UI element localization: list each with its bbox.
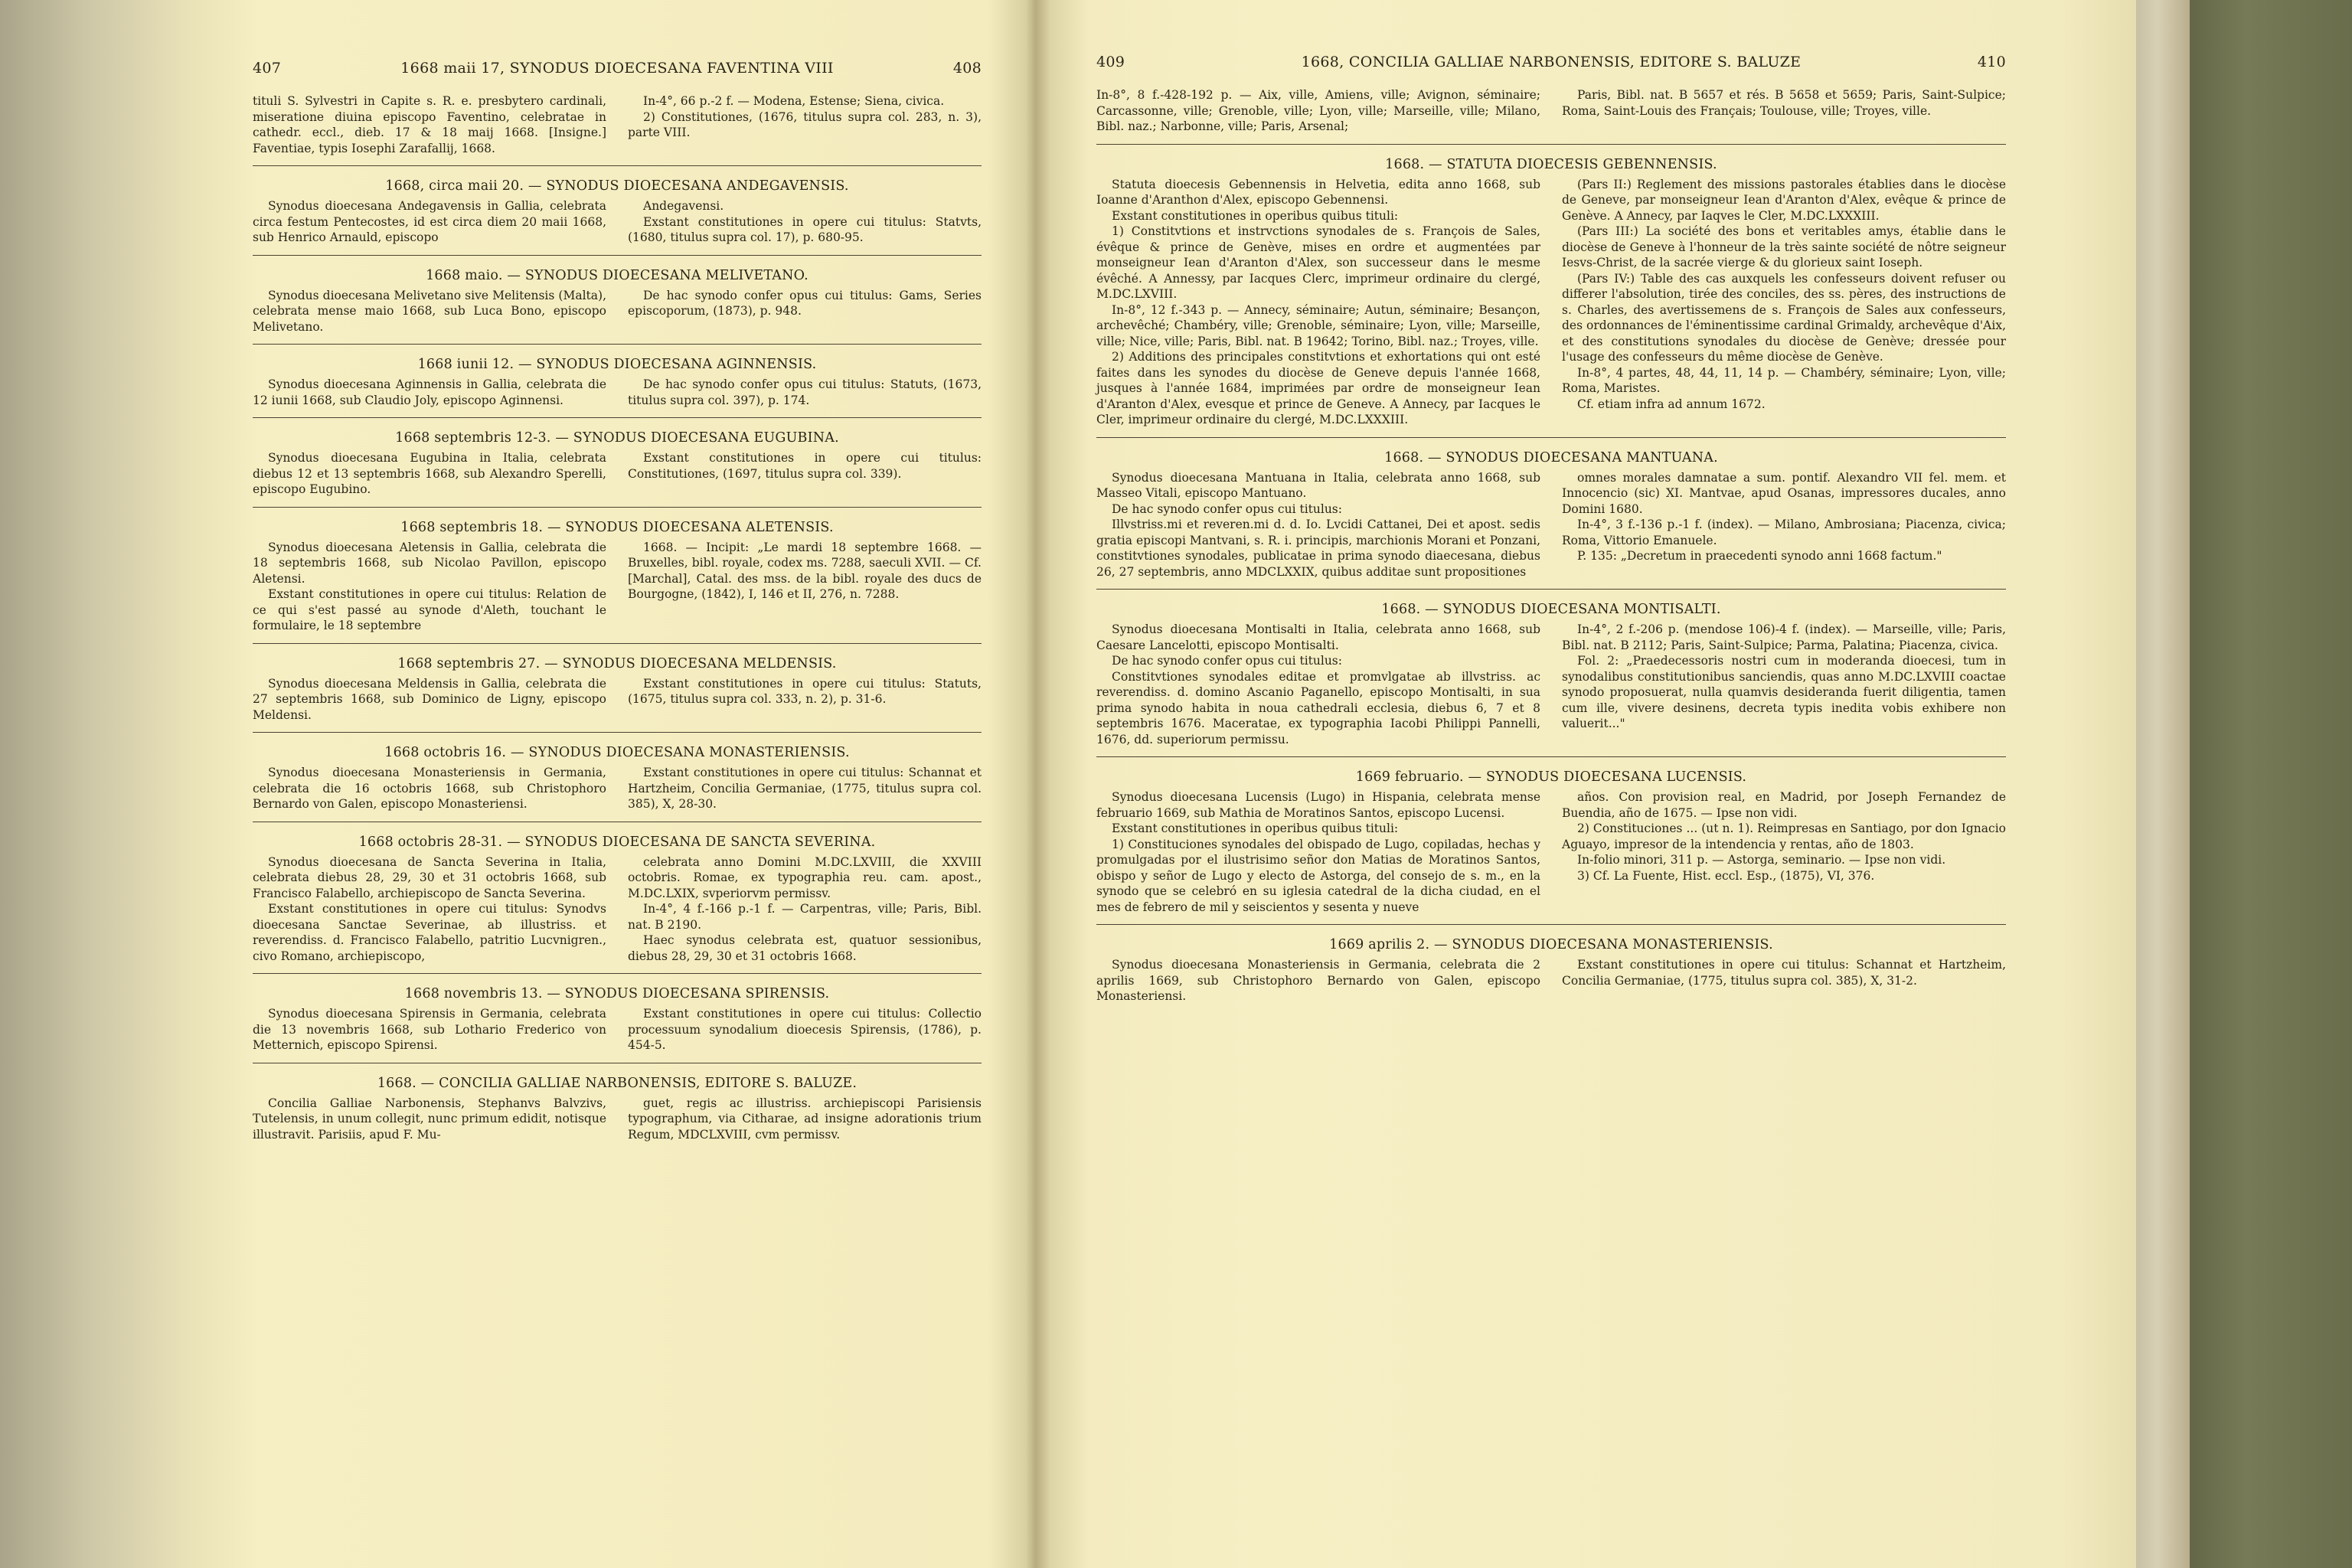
entry-column-right: [628, 854, 982, 965]
entry-columns: [1096, 177, 2006, 428]
entry-title: 1669 februario. — SYNODUS DIOECESANA LUCENSIS.: [1355, 769, 1747, 785]
entry-column-left: [253, 450, 606, 498]
entry-title: 1668 octobris 16. — SYNODUS DIOECESANA MONASTERIENSIS.: [384, 745, 850, 760]
entry-paragraph: Statuta dioecesis Gebennensis in Helvetia, edita anno 1668, sub Ioanne d'Aranthon d'Alex, episcopo Gebennensi.: [1096, 177, 1540, 207]
left-page: [0, 0, 1035, 1568]
entry-column-right: [628, 540, 982, 634]
entry-paragraph: In-4°, 66 p.-2 f. — Modena, Estense; Siena, civica.: [643, 94, 945, 108]
entry-title: 1669 aprilis 2. — SYNODUS DIOECESANA MONASTERIENSIS.: [1329, 937, 1773, 952]
section-divider: [253, 732, 982, 733]
entry-paragraph: De hac synodo confer opus cui titulus:: [1112, 501, 1342, 516]
entry-paragraph: 1) Constituciones synodales del obispado de Lugo, copiladas, hechas y promulgadas por el ilustrisimo señor don Matias de Moratinos Santos, obispo y señor de Lugo y electo de Astorga, del consejo de s. m., en la synodo que se celebró en su iglesia catedral de la dicha ciudad, en el mes de febrero de mil y seiscientos y sesenta y nueve: [1096, 837, 1540, 914]
entry-paragraph: celebrata anno Domini M.DC.LXVIII, die XXVIII octobris. Romae, ex typographia reu. cam. apost., M.DC.LXIX, svperiorvm permissv.: [628, 854, 982, 900]
bibliography-entry: [1096, 769, 2006, 925]
entry-column-right: [628, 198, 982, 246]
entry-paragraph: P. 135: „Decretum in praecedenti synodo anni 1668 factum.": [1577, 549, 1942, 563]
entry-column-left: [1096, 87, 1540, 135]
entry-paragraph: Synodus dioecesana Eugubina in Italia, celebrata diebus 12 et 13 septembris 1668, sub Alexandro Sperelli, episcopo Eugubino.: [253, 451, 606, 496]
entry-paragraph: Exstant constitutiones in opere cui titulus: Statuts, (1675, titulus supra col. 333, n. 2), p. 31-6.: [628, 676, 982, 706]
entry-title: 1668, circa maii 20. — SYNODUS DIOECESANA ANDEGAVENSIS.: [385, 178, 849, 194]
entry-paragraph: 2) Constitutiones, (1676, titulus supra col. 283, n. 3), parte VIII.: [628, 109, 982, 139]
entry-paragraph: Synodus dioecesana Monasteriensis in Germania, celebrata die 2 aprilis 1669, sub Christophoro Bernardo von Galen, episcopo Monasteriensi.: [1096, 958, 1540, 1003]
entry-paragraph: Exstant constitutiones in opere cui titulus: Schannat et Hartzheim, Concilia Germaniae, (1775, titulus supra col. 385), X, 31-2.: [1562, 958, 2006, 988]
entry-column-right: [628, 1096, 982, 1143]
section-divider: [253, 344, 982, 345]
entry-paragraph: Cf. etiam infra ad annum 1672.: [1577, 397, 1766, 411]
bibliography-entry: [253, 835, 982, 975]
entry-column-left: [1096, 957, 1540, 1004]
entry-paragraph: omnes morales damnatae a sum. pontif. Alexandro VII fel. mem. et Innocencio (sic) XI. Mantvae, apud Osanas, impressores ducales, anno Domini 1680.: [1562, 470, 2006, 516]
entry-paragraph: Synodus dioecesana Aginnensis in Gallia, celebrata die 12 iunii 1668, sub Claudio Joly, episcopo Aginnensi.: [253, 377, 606, 407]
entry-paragraph: tituli S. Sylvestri in Capite s. R. e. presbytero cardinali, miseratione diuina episcopo Faventino, celebratae in cathedr. eccl., dieb. 17 & 18 maij 1668. [Insigne.] Faventiae, typis Iosephi Zarafallij, 1668.: [253, 94, 606, 155]
bibliography-entry: [253, 986, 982, 1063]
entry-columns: [253, 450, 982, 498]
entry-column-left: [253, 676, 606, 724]
bibliography-entry: [1096, 937, 2006, 1004]
entry-column-right: [1562, 622, 2006, 747]
entry-paragraph: In-4°, 2 f.-206 p. (mendose 106)-4 f. (index). — Marseille, ville; Paris, Bibl. nat. B 2112; Paris, Saint-Sulpice; Parma, Palatina; Piacenza, civica.: [1562, 622, 2006, 652]
entry-paragraph: 3) Cf. La Fuente, Hist. eccl. Esp., (1875), VI, 376.: [1577, 868, 1875, 883]
section-divider: [253, 973, 982, 974]
entry-column-right: [628, 676, 982, 724]
right-page-header: [1096, 54, 2006, 70]
entry-paragraph: Andegavensi.: [643, 199, 724, 213]
entry-title: 1668 novembris 13. — SYNODUS DIOECESANA SPIRENSIS.: [404, 986, 830, 1001]
bibliography-entry: [253, 93, 982, 166]
bibliography-entry: [253, 430, 982, 508]
entry-column-right: [628, 765, 982, 812]
entry-paragraph: De hac synodo confer opus cui titulus: Gams, Series episcoporum, (1873), p. 948.: [628, 288, 982, 318]
entry-columns: [1096, 470, 2006, 580]
entry-paragraph: In-4°, 3 f.-136 p.-1 f. (index). — Milano, Ambrosiana; Piacenza, civica; Roma, Vittorio Emanuele.: [1562, 518, 2006, 547]
entry-column-left: [253, 1006, 606, 1054]
section-divider: [253, 643, 982, 644]
entry-paragraph: Synodus dioecesana Meldensis in Gallia, celebrata die 27 septembris 1668, sub Dominico de Ligny, episcopo Meldensi.: [253, 676, 606, 722]
entry-paragraph: guet, regis ac illustriss. archiepiscopi Parisiensis typographum, via Citharae, ad insigne adorationis trium Regum, MDCLXVIII, cvm permissv.: [628, 1096, 982, 1142]
entry-columns: [253, 288, 982, 335]
section-divider: [1096, 144, 2006, 145]
entry-column-right: [1562, 957, 2006, 1004]
entry-columns: [1096, 789, 2006, 915]
entry-title: 1668. — CONCILIA GALLIAE NARBONENSIS, EDITORE S. BALUZE.: [377, 1075, 858, 1091]
section-divider: [1096, 589, 2006, 590]
entry-paragraph: Paris, Bibl. nat. B 5657 et rés. B 5658 et 5659; Paris, Saint-Sulpice; Roma, Saint-Louis des Français; Toulouse, ville; Troyes, ville.: [1562, 88, 2006, 118]
entry-paragraph: (Pars III:) La société des bons et veritables amys, établie dans le diocèse de Geneve à l'honneur de la très sainte société de nôtre seigneur Iesvs-Christ, de la sacrée vierge & du glorieux saint Ioseph.: [1562, 224, 2006, 270]
entry-column-left: [253, 198, 606, 246]
entry-columns: [1096, 87, 2006, 135]
entry-paragraph: De hac synodo confer opus cui titulus:: [1112, 654, 1342, 668]
running-title: 1668 maii 17, SYNODUS DIOECESANA FAVENTINA VIII: [400, 60, 834, 77]
entry-title: 1668. — SYNODUS DIOECESANA MANTUANA.: [1384, 449, 1718, 466]
bibliography-entry: [1096, 450, 2006, 590]
entry-paragraph: años. Con provision real, en Madrid, por Joseph Fernandez de Buendia, año de 1675. — Ipse non vidi.: [1562, 790, 2006, 820]
entry-paragraph: Exstant constitutiones in opere cui titulus: Constitutiones, (1697, titulus supra col. 339).: [628, 451, 982, 481]
entry-paragraph: In-8°, 8 f.-428-192 p. — Aix, ville, Amiens, ville; Avignon, séminaire; Carcassonne, ville; Grenoble, ville; Lyon, ville; Marseille, ville; Milano, Bibl. naz.; Narbonne, ville; Paris, Arsenal;: [1096, 88, 1540, 133]
entry-title: 1668 iunii 12. — SYNODUS DIOECESANA AGINNENSIS.: [417, 357, 817, 372]
entry-paragraph: (Pars II:) Reglement des missions pastorales établies dans le diocèse de Geneve, par monseigneur Iean d'Aranton d'Alex, evêque & prince de Genève. A Annecy, par Iaqves le Cler, M.DC.LXXXIII.: [1562, 177, 2006, 223]
entry-paragraph: Synodus dioecesana Montisalti in Italia, celebrata anno 1668, sub Caesare Lancelotti, episcopo Montisalti.: [1096, 622, 1540, 652]
bibliography-entry: [1096, 87, 2006, 145]
page-number: 410: [1977, 54, 2006, 70]
entry-column-right: [1562, 789, 2006, 915]
entry-paragraph: Synodus dioecesana Lucensis (Lugo) in Hispania, celebrata mense februario 1669, sub Mathia de Moratinos Santos, episcopo Lucensi.: [1096, 790, 1540, 820]
right-page-entries: [1096, 87, 2006, 1004]
entry-paragraph: Fol. 2: „Praedecessoris nostri cum in moderanda dioecesi, tum in synodalibus constitutionibus sanciendis, quas anno M.DC.LXVIII coactae synodo proposuerat, nulla quamvis desideranda fuerit diligentia, tamen cum ille, vivere desinens, decreta typis inedita vobis exhibere non valuerit...": [1562, 654, 2006, 730]
entry-paragraph: Illvstriss.mi et reveren.mi d. d. Io. Lvcidi Cattanei, Dei et apost. sedis gratia episcopi Mantvani, s. R. i. principis, marchionis Morani et Ponzani, constitvtiones synodales, publicatae in prima synodo diaecesana, diebus 26, 27 septembris, anno MDCLXXIX, quibus additae sunt propositiones: [1096, 518, 1540, 579]
entry-paragraph: Exstant constitutiones in opere cui titulus: Schannat et Hartzheim, Concilia Germaniae, (1775, titulus supra col. 385), X, 28-30.: [628, 766, 982, 811]
entry-paragraph: 2) Constituciones ... (ut n. 1). Reimpresas en Santiago, por don Ignacio Aguayo, impresor de la intendencia y rentas, año de 1803.: [1562, 822, 2006, 851]
desk-background: [2174, 0, 2352, 1568]
entry-paragraph: 1) Constitvtions et instrvctions synodales de s. François de Sales, évêque & prince de Genève, mises en ordre et augmentées par monseigneur Iean d'Aranton d'Alex, son successeur dans le mesme évêché. A Annessy, par Iacques Clerc, imprimeur ordinaire du clergé, M.DC.LXVIII.: [1096, 224, 1540, 301]
entry-paragraph: Synodus dioecesana Monasteriensis in Germania, celebrata die 16 octobris 1668, sub Christophoro Bernardo von Galen, episcopo Monasteriensi.: [253, 766, 606, 811]
entry-paragraph: In-4°, 4 f.-166 p.-1 f. — Carpentras, ville; Paris, Bibl. nat. B 2190.: [628, 902, 982, 932]
entry-paragraph: Synodus dioecesana Melivetano sive Melitensis (Malta), celebrata mense maio 1668, sub Luca Bono, episcopo Melivetano.: [253, 288, 606, 334]
bibliography-entry: [253, 1076, 982, 1143]
bibliography-entry: [253, 178, 982, 256]
page-number: 408: [952, 60, 982, 77]
bibliography-entry: [253, 745, 982, 822]
running-title: 1668, CONCILIA GALLIAE NARBONENSIS, EDITORE S. BALUZE: [1301, 54, 1802, 70]
section-divider: [253, 165, 982, 166]
left-page-entries: [253, 93, 982, 1142]
entry-title: 1668 octobris 28-31. — SYNODUS DIOECESANA DE SANCTA SEVERINA.: [358, 834, 876, 850]
entry-columns: [253, 93, 982, 156]
section-divider: [253, 255, 982, 256]
entry-columns: [253, 854, 982, 965]
entry-column-left: [1096, 470, 1540, 580]
entry-title: 1668. — STATUTA DIOECESIS GEBENNENSIS.: [1385, 156, 1717, 172]
entry-paragraph: Synodus dioecesana Spirensis in Germania, celebrata die 13 novembris 1668, sub Lothario Frederico von Metternich, episcopo Spirensi.: [253, 1007, 606, 1052]
entry-title: 1668. — SYNODUS DIOECESANA MONTISALTI.: [1381, 602, 1721, 617]
entry-column-left: [253, 1096, 606, 1143]
entry-columns: [253, 1096, 982, 1143]
page-number: 409: [1096, 54, 1125, 70]
entry-columns: [253, 540, 982, 634]
entry-paragraph: Exstant constitutiones in opere cui titulus: Relation de ce qui s'est passé au synode d'Aleth, touchant le formulaire, le 18 septembre: [253, 587, 606, 632]
entry-paragraph: Synodus dioecesana Aletensis in Gallia, celebrata die 18 septembris 1668, sub Nicolao Pavillon, episcopo Aletensi.: [253, 540, 606, 586]
entry-title: 1668 septembris 12-3. — SYNODUS DIOECESANA EUGUBINA.: [395, 430, 839, 446]
section-divider: [1096, 924, 2006, 925]
entry-columns: [253, 198, 982, 246]
entry-paragraph: Exstant constitutiones in opere cui titulus: Statvts, (1680, titulus supra col. 17), p. 680-95.: [628, 214, 982, 244]
entry-paragraph: 2) Additions des principales constitvtions et exhortations qui ont esté faites dans les synodes du diocèse de Geneve depuis l'année 1668, jusques à l'année 1684, imprimées par ordre de monseigneur Iean d'Aranton d'Alex, evesque et prince de Geneve. A Annecy, par Iacques le Cler, imprimeur ordinaire du clergé, M.DC.LXXXIII.: [1096, 350, 1540, 426]
entry-column-left: [253, 288, 606, 335]
entry-paragraph: Synodus dioecesana Mantuana in Italia, celebrata anno 1668, sub Masseo Vitali, episcopo Mantuano.: [1096, 470, 1540, 500]
entry-columns: [253, 765, 982, 812]
bibliography-entry: [253, 357, 982, 418]
entry-column-right: [1562, 87, 2006, 135]
bibliography-entry: [1096, 602, 2006, 757]
entry-column-left: [253, 854, 606, 965]
entry-columns: [1096, 957, 2006, 1004]
entry-columns: [253, 1006, 982, 1054]
entry-column-right: [628, 93, 982, 156]
entry-column-left: [1096, 177, 1540, 428]
entry-paragraph: Constitvtiones synodales editae et promvlgatae ab illvstriss. ac reverendiss. d. domino Ascanio Paganello, episcopo Montisalti, in sua prima synodo habita in noua cathedrali ecclesia, diebus 6, 7 et 8 septembris 1676. Maceratae, ex typographia Iacobi Philippi Pannelli, 1676, dd. superiorum permissu.: [1096, 669, 1540, 746]
entry-paragraph: Synodus dioecesana Andegavensis in Gallia, celebrata circa festum Pentecostes, id est circa diem 20 maii 1668, sub Henrico Arnauld, episcopo: [253, 199, 606, 244]
entry-column-right: [628, 1006, 982, 1054]
left-page-header: [253, 60, 982, 77]
entry-column-right: [1562, 177, 2006, 428]
entry-title: 1668 septembris 27. — SYNODUS DIOECESANA MELDENSIS.: [397, 655, 837, 671]
bibliography-entry: [253, 520, 982, 644]
entry-paragraph: In-8°, 12 f.-343 p. — Annecy, séminaire; Autun, séminaire; Besançon, archevêché; Chambéry, ville; Grenoble, séminaire; Lyon, ville; Marseille, ville; Nice, ville; Paris, Bibl. nat. B 19642; Torino, Bibl. naz.; Troyes, ville.: [1096, 302, 1540, 348]
section-divider: [1096, 756, 2006, 757]
entry-columns: [253, 377, 982, 408]
entry-paragraph: Haec synodus celebrata est, quatuor sessionibus, diebus 28, 29, 30 et 31 octobris 1668.: [628, 933, 982, 963]
bibliography-entry: [1096, 157, 2006, 438]
entry-column-left: [253, 765, 606, 812]
section-divider: [1096, 437, 2006, 438]
entry-title: 1668 maio. — SYNODUS DIOECESANA MELIVETANO.: [426, 267, 808, 283]
right-page: [1035, 0, 2136, 1568]
entry-paragraph: De hac synodo confer opus cui titulus: Statuts, (1673, titulus supra col. 397), p. 174.: [628, 377, 982, 407]
entry-columns: [1096, 622, 2006, 747]
entry-paragraph: In-folio minori, 311 p. — Astorga, seminario. — Ipse non vidi.: [1577, 853, 1946, 867]
entry-column-left: [253, 93, 606, 156]
bibliography-entry: [253, 268, 982, 345]
entry-column-right: [628, 377, 982, 408]
entry-column-left: [1096, 789, 1540, 915]
entry-paragraph: In-8°, 4 partes, 48, 44, 11, 14 p. — Chambéry, séminaire; Lyon, ville; Roma, Maristes.: [1562, 365, 2006, 395]
bibliography-entry: [253, 656, 982, 733]
entry-title: 1668 septembris 18. — SYNODUS DIOECESANA ALETENSIS.: [400, 519, 834, 535]
entry-paragraph: Exstant constitutiones in operibus quibus tituli:: [1112, 822, 1399, 835]
page-number: 407: [253, 60, 282, 77]
entry-paragraph: 1668. — Incipit: „Le mardi 18 septembre 1668. — Bruxelles, bibl. royale, codex ms. 7288, saeculi XVII. — Cf. [Marchal], Catal. des mss. de la bibl. royale des ducs de Bourgogne, (1842), I, 146 et II, 276, n. 7288.: [628, 540, 982, 601]
entry-paragraph: Exstant constitutiones in opere cui titulus: Collectio processuum synodalium dioecesis Spirensis, (1786), p. 454-5.: [628, 1007, 982, 1052]
entry-paragraph: Concilia Galliae Narbonensis, Stephanvs Balvzivs, Tutelensis, in unum collegit, nunc primum edidit, notisque illustravit. Parisiis, apud F. Mu-: [253, 1096, 606, 1142]
entry-column-right: [628, 450, 982, 498]
entry-column-right: [1562, 470, 2006, 580]
entry-paragraph: Synodus dioecesana de Sancta Severina in Italia, celebrata diebus 28, 29, 30 et 31 octobris 1668, sub Francisco Falabello, archiepiscopo de Sancta Severina.: [253, 854, 606, 900]
entry-column-left: [253, 540, 606, 634]
entry-columns: [253, 676, 982, 724]
entry-column-right: [628, 288, 982, 335]
section-divider: [253, 507, 982, 508]
entry-column-left: [253, 377, 606, 408]
entry-column-left: [1096, 622, 1540, 747]
book-cover-edge: [2136, 0, 2190, 1568]
entry-paragraph: (Pars IV:) Table des cas auxquels les confesseurs doivent refuser ou differer l'absolution, tirée des conciles, des ss. pères, des instructions de s. Charles, des avertissemens de s. François de Sales aux confesseurs, des ordonnances de l'éminentissime cardinal Grimaldy, archevêque d'Aix, et des constitutions synodales du diocèse de Genève; dressée pour l'usage des confesseurs du même diocèse de Genève.: [1562, 271, 2006, 364]
entry-paragraph: Exstant constitutiones in opere cui titulus: Synodvs dioecesana Sanctae Severinae, ab illustriss. et reverendiss. d. Francisco Falabello, patritio Lucvnigren., civo Romano, archiepiscopo,: [253, 902, 606, 963]
entry-paragraph: Exstant constitutiones in operibus quibus tituli:: [1112, 208, 1399, 223]
section-divider: [253, 417, 982, 418]
